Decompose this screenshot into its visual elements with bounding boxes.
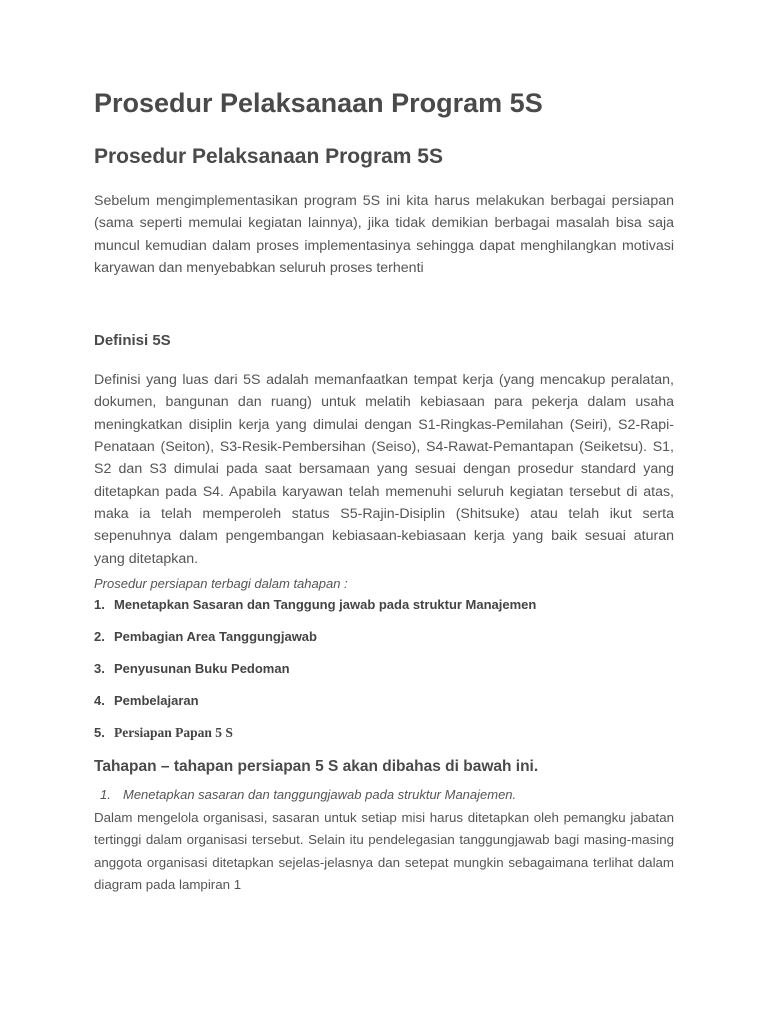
definition-heading: Definisi 5S [94, 332, 171, 350]
definition-paragraph: Definisi yang luas dari 5S adalah memanfaatkan tempat kerja (yang mencakup peralatan, dokumen, bangunan dan ruang) untuk melatih kebiasaan para pekerja dalam usaha meningkatkan disiplin kerja yang dimulai dengan S1-Ringkas-Pemilahan (Seiri), S2-Rapi-Penataan (Seiton), S3-Resik-Pembersihan (Seiso), S4-Rawat-Pemantapan (Seiketsu). S1, S2 dan S3 dimulai pada saat bersamaan yang sesuai dengan prosedur standard yang ditetapkan pada S4. Apabila karyawan telah memenuhi seluruh kegiatan tersebut di atas, maka ia telah memperoleh status S5-Rajin-Disiplin (Shitsuke) atau telah ikut serta sepenuhnya dalam pengembangan kebiasaan-kebiasaan kerja yang baik sesuai aturan yang ditetapkan. [94, 372, 674, 567]
preparation-intro: Prosedur persiapan terbagi dalam tahapan : [94, 575, 348, 591]
stage-item-number: 1. [100, 786, 111, 802]
list-item [94, 724, 674, 742]
list-item [94, 596, 674, 614]
list-item [94, 692, 674, 710]
list-item [94, 628, 674, 646]
list-item-text: Pembagian Area Tanggungjawab [114, 628, 317, 644]
page-title: Prosedur Pelaksanaan Program 5S [94, 88, 543, 118]
list-item-text: Menetapkan Sasaran dan Tanggung jawab pada struktur Manajemen [114, 596, 537, 612]
stage-item [94, 786, 674, 804]
list-item-number: 1. [94, 596, 105, 612]
list-item-number: 4. [94, 692, 105, 708]
list-item-number: 3. [94, 660, 105, 676]
preparation-steps-list [94, 596, 674, 742]
list-item-number: 2. [94, 628, 105, 644]
stage-item-text: Menetapkan sasaran dan tanggungjawab pada struktur Manajemen. [123, 786, 517, 802]
list-item [94, 660, 674, 678]
intro-paragraph: Sebelum mengimplementasikan program 5S ini kita harus melakukan berbagai persiapan (sama seperti memulai kegiatan lainnya), jika tidak demikian berbagai masalah bisa saja muncul kemudian dalam proses implementasinya sehingga dapat menghilangkan motivasi karyawan dan menyebabkan seluruh proses terhenti [94, 193, 674, 276]
list-item-number: 5. [94, 724, 105, 740]
list-item-text: Penyusunan Buku Pedoman [114, 660, 290, 676]
section-subtitle: Prosedur Pelaksanaan Program 5S [94, 145, 443, 168]
list-item-text: Pembelajaran [114, 692, 199, 708]
stages-paragraph: Dalam mengelola organisasi, sasaran untuk setiap misi harus ditetapkan oleh pemangku jabatan tertinggi dalam organisasi tersebut. Selain itu pendelegasian tanggungjawab bagi masing-masing anggota organisasi ditetapkan sejelas-jelasnya dan setepat mungkin sebagaimana terlihat dalam diagram pada lampiran 1 [94, 809, 674, 893]
list-item-text: Persiapan Papan 5 S [114, 724, 233, 740]
stages-heading: Tahapan – tahapan persiapan 5 S akan dibahas di bawah ini. [94, 757, 539, 775]
